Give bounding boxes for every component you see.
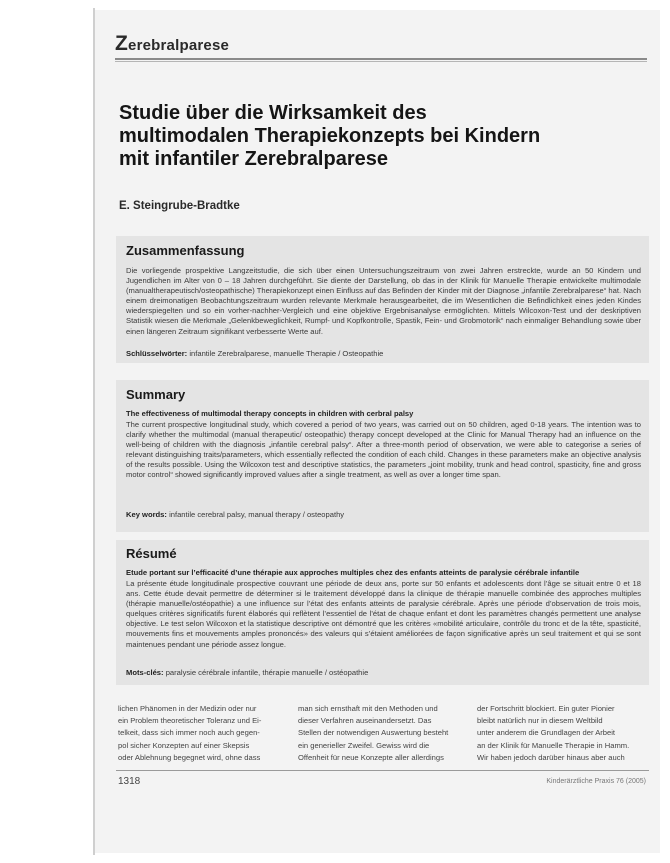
abstract-heading: Summary (126, 387, 186, 402)
abstract-text: The current prospective longitudinal study, which covered a period of two years, was carried out on 50 children, aged 0-18 years. The intention was to clarify whether the multimodal (manual therapeutic/ osteopathic) therapy concept developed at the Clinic for Manual Therapy had an influence on the well-being of children with the diagnosis „infantile cerebral palsy“. After a three-month period of observation, we were able to categorise a series of relevant distinguishing traits/parameters, which essentially reflected the condition of each child. Changes in these parameters make an objective analysis of the results possible. Using the Wilcoxon test and descriptive statistics, the parameters „joint mobility, trunk and head control, spasticity, fine and gross motor control“ showed significantly improved values after a single treatment, as well as over a longer time span. (126, 420, 641, 480)
footer-rule (116, 770, 649, 771)
page-number: 1318 (118, 776, 141, 787)
body-line: der Fortschritt blockiert. Ein guter Pionier (477, 704, 615, 713)
keywords-text: infantile cerebral palsy, manual therapy / osteopathy (169, 510, 345, 519)
scan-margin (0, 0, 94, 863)
title-line: multimodalen Therapiekonzepts bei Kindern (119, 125, 541, 147)
body-column-1 (118, 703, 283, 764)
title-line: Studie über die Wirksamkeit des (119, 102, 427, 124)
header-rule (115, 58, 647, 60)
body-column-3 (477, 703, 637, 764)
body-line: oder Ablehnung begegnet wird, ohne dass (118, 752, 261, 762)
body-line: an der Klinik für Manuelle Therapie in Hamm. (477, 740, 630, 750)
body-line: lichen Phänomen in der Medizin oder nur (118, 704, 257, 713)
abstract-heading: Zusammenfassung (126, 243, 245, 258)
body-line: pol sicher Konzepten auf einer Skepsis (118, 740, 250, 750)
body-line: Wir haben jedoch darüber hinaus aber auch (477, 752, 625, 762)
keywords-label: Mots-clés: (126, 668, 164, 677)
abstract-box-german (116, 236, 649, 363)
journal-page (95, 10, 660, 853)
body-line: unter anderem die Grundlagen der Arbeit (477, 728, 616, 738)
keywords-label: Key words: (126, 510, 167, 519)
author-name: E. Steingrube-Bradtke (119, 200, 240, 212)
section-header-rest: erebralparese (128, 37, 230, 54)
section-header-initial: Z (115, 32, 129, 55)
abstract-text: La présente étude longitudinale prospective couvrant une période de deux ans, porte sur 50 enfants et adolescents dont l’âge se situait entre 0 et 18 ans. Cette étude devait permettre de déterminer si le traitement développé dans la clinique de thérapie manuelle combinée des approches multiples (thérapie manuelle/ostéopathie) a une influence sur l’état des enfants atteints de paralysie cérébrale. Après une période d’observation de trois mois, quelques critères significatifs furent élaborés qui reflètent l’essentiel de l’état de chaque enfant et dont les paramètres changés permettent une analyse objective. Le test selon Wilcoxon et la statistique descriptive ont démontré que les critères «mobilité articulaire, contrôle du tronc et de la tête, spasticité, mouvements fins et mouvements amples prononcés» des valeurs qui s’étaient améliorées de façon significative après un seul traitement et qui se sont maintenues pendant une période assez longue. (126, 579, 641, 649)
keywords-line (126, 510, 641, 520)
journal-reference: Kinderärztliche Praxis 76 (2005) (546, 778, 646, 785)
keywords-text: infantile Zerebralparese, manuelle Therapie / Osteopathie (189, 349, 384, 358)
keywords-text: paralysie cérébrale infantile, thérapie manuelle / ostéopathie (165, 668, 369, 677)
body-line: Stellen der notwendigen Auswertung besteht (298, 728, 449, 738)
keywords-line (126, 668, 641, 678)
abstract-subtitle: The effectiveness of multimodal therapy concepts in children with cerbral palsy (126, 409, 414, 418)
title-line: mit infantiler Zerebralparese (119, 148, 388, 170)
body-line: telkeit, dass sich immer noch auch gegen- (118, 728, 260, 738)
abstract-subtitle: Etude portant sur l’efficacité d’une thérapie aux approches multiples chez des enfants atteints de paralysie cérébrale infantile (126, 568, 580, 577)
body-line: bleibt natürlich nur in diesem Weltbild (477, 716, 603, 726)
body-column-2 (298, 703, 463, 764)
body-line: ein Problem theoretischer Toleranz und Ei- (118, 716, 262, 726)
body-line: man sich ernsthaft mit den Methoden und (298, 704, 438, 713)
keywords-label: Schlüsselwörter: (126, 349, 188, 358)
article-title (119, 102, 619, 171)
body-line: dieser Verfahren auseinandersetzt. Das (298, 716, 432, 726)
abstract-box-english (116, 380, 649, 532)
body-line: ein generieller Zweifel. Gewiss wird die (298, 740, 430, 750)
keywords-line (126, 349, 641, 359)
abstract-heading: Résumé (126, 546, 177, 561)
body-line: Offenheit für neue Konzepte aller allerdings (298, 752, 444, 762)
header-rule-thin (115, 61, 647, 62)
abstract-box-french (116, 540, 649, 685)
abstract-text: Die vorliegende prospektive Langzeitstudie, die sich über einen Untersuchungszeitraum von zwei Jahren erstreckte, wurde an 50 Kindern und Jugendlichen im Alter von 0 – 18 Jahren durchgeführt. Sie diente der Darstellung, ob das in der Klinik für Manuelle Therapie entwickelte multimodale (manualtherapeutisch/osteopathische) Therapiekonzept einen Einfluss auf das Befinden der Kinder mit der Diagnose „infantile Zerebralparese“ hat. Nach einem dreimonatigen Beobachtungszeitraum wurden relevante Merkmale herausgearbeitet, die im Wesentlichen die Befindlichkeit eines jeden Kindes wiederspiegelten und so ein vorher-nachher-Vergleich und eine objektive Ergebnisanalyse ermöglichten. Mittels Wilcoxon-Test und der deskriptiven Statistik wiesen die Merkmale „Gelenkbeweglichkeit, Rumpf- und Kopfkontrolle, Spastik, Fein- und Grobmotorik“ nach einmaliger Behandlung sowie über einen längeren Zeitraum signifikant verbesserte Werte auf. (126, 266, 641, 336)
section-header (115, 32, 229, 56)
